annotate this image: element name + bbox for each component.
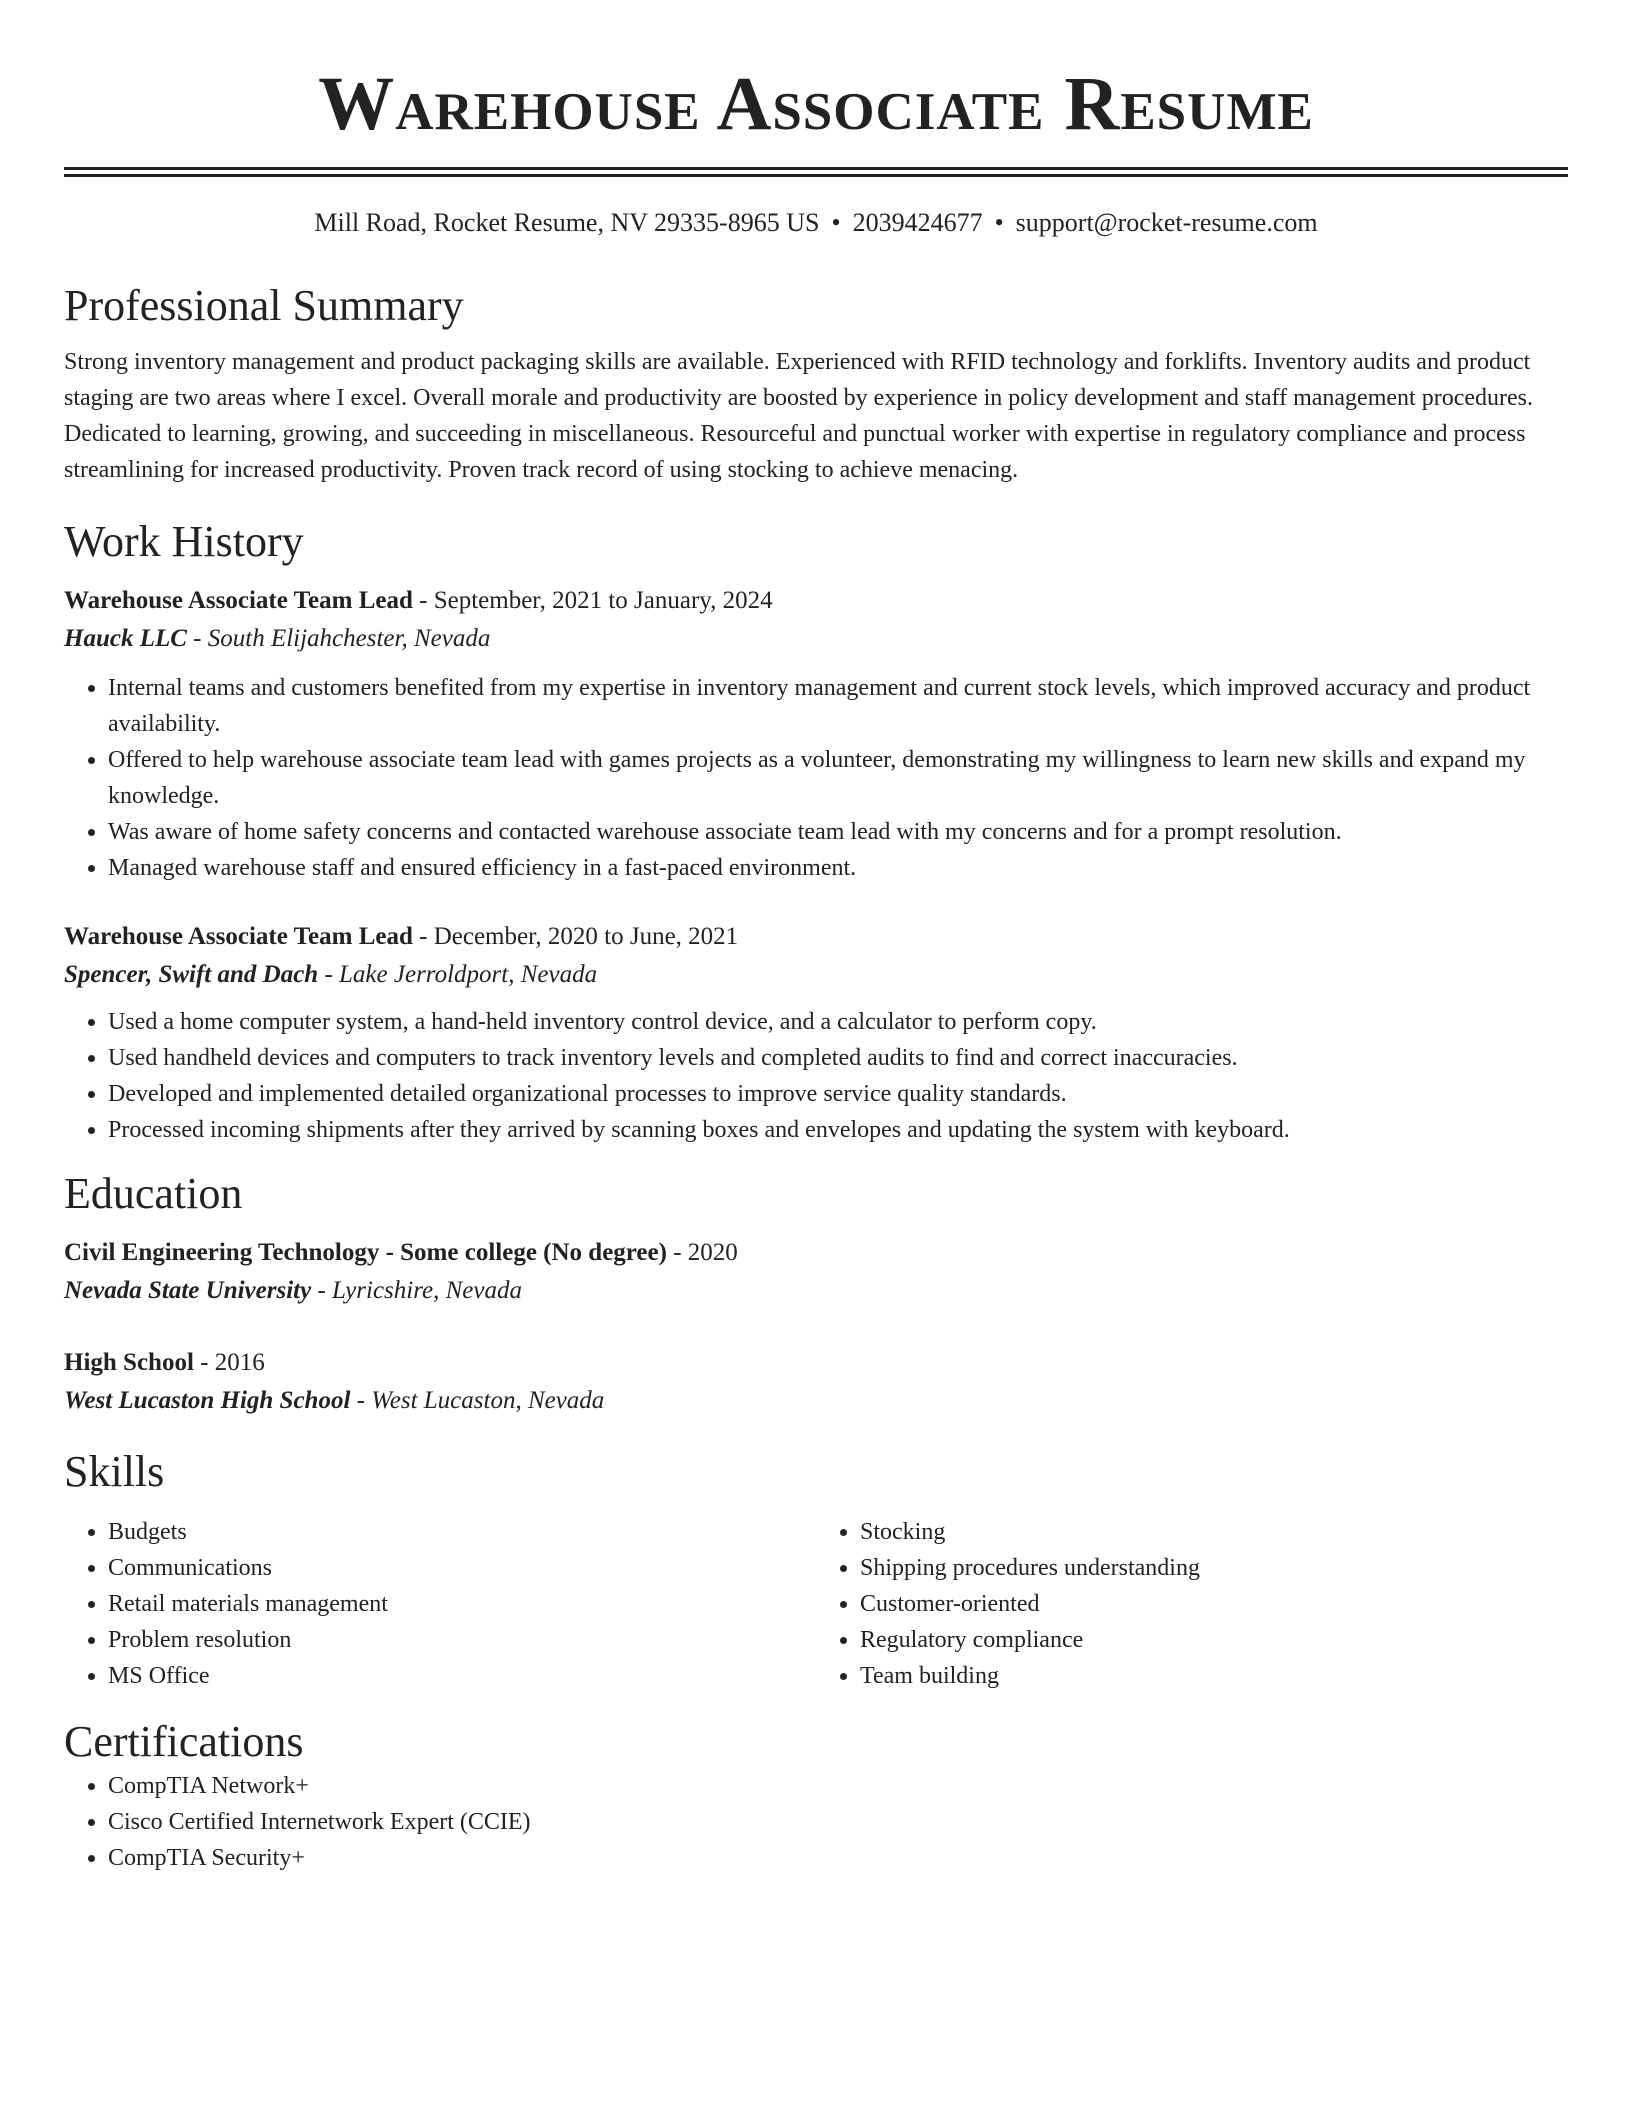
skills-heading: Skills <box>64 1447 165 1496</box>
job-location: - Lake Jerroldport, Nevada <box>318 961 598 988</box>
certifications-list <box>64 1768 1568 1876</box>
skills-list-right <box>816 1514 1568 1694</box>
contact-separator: • <box>994 208 1004 237</box>
job-company-line <box>64 620 1568 658</box>
job-bullet: • Managed warehouse staff and ensured efficiency in a fast-paced environment. <box>108 850 1568 886</box>
education-degree: Civil Engineering Technology - Some college (No degree) <box>64 1239 667 1266</box>
certification-item: • CompTIA Security+ <box>108 1840 1568 1876</box>
skill-item: • MS Office <box>108 1658 816 1694</box>
job-entry <box>64 582 1568 886</box>
skill-item: • Stocking <box>860 1514 1568 1550</box>
skill-item: • Communications <box>108 1550 816 1586</box>
title-double-rule <box>64 167 1568 177</box>
skills-list-left <box>64 1514 816 1694</box>
skill-item: • Regulatory compliance <box>860 1622 1568 1658</box>
certification-item: • CompTIA Network+ <box>108 1768 1568 1804</box>
education-year: - 2016 <box>193 1349 265 1376</box>
job-bullet-list <box>64 670 1568 886</box>
job-bullet: • Developed and implemented detailed organizational processes to improve service quality standards. <box>108 1076 1568 1112</box>
skill-item: • Problem resolution <box>108 1622 816 1658</box>
education-location: - Lyricshire, Nevada <box>311 1277 522 1304</box>
certification-item: • Cisco Certified Internetwork Expert (CCIE) <box>108 1804 1568 1840</box>
skill-item: • Retail materials management <box>108 1586 816 1622</box>
education-school-line <box>64 1272 1568 1310</box>
education-school: West Lucaston High School <box>64 1387 351 1414</box>
job-bullet: • Offered to help warehouse associate team lead with games projects as a volunteer, demonstrating my willingness to learn new skills and expand my knowledge. <box>108 742 1568 814</box>
job-dates: - December, 2020 to June, 2021 <box>412 923 739 950</box>
education-entry <box>64 1234 1568 1310</box>
job-title-line <box>64 918 1568 956</box>
contact-email: support@rocket-resume.com <box>1015 208 1318 237</box>
job-role: Warehouse Associate Team Lead <box>64 923 413 950</box>
education-heading: Education <box>64 1169 243 1218</box>
education-degree-line <box>64 1344 1568 1382</box>
summary-text: Strong inventory management and product packaging skills are available. Experienced with RFID technology and forklifts. Inventory audits and product staging are two areas where I excel. Overall morale and productivity are boosted by experience in policy development and staff management procedures. Dedicated to learning, growing, and succeeding in miscellaneous. Resourceful and punctual worker with expertise in regulatory compliance and process streamlining for increased productivity. Proven track record of using stocking to achieve menacing. <box>64 349 1533 483</box>
job-bullet: • Processed incoming shipments after they arrived by scanning boxes and envelopes and updating the system with keyboard. <box>108 1112 1568 1148</box>
contact-address: Mill Road, Rocket Resume, NV 29335-8965 US <box>314 208 820 237</box>
job-dates: - September, 2021 to January, 2024 <box>412 587 773 614</box>
job-bullet-list <box>64 1004 1568 1148</box>
summary-heading: Professional Summary <box>64 281 464 330</box>
job-bullet: • Internal teams and customers benefited from my expertise in inventory management and current stock levels, which improved accuracy and product availability. <box>108 670 1568 742</box>
education-entry <box>64 1344 1568 1420</box>
education-location: - West Lucaston, Nevada <box>350 1387 605 1414</box>
work-history-heading: Work History <box>64 517 304 566</box>
contact-separator: • <box>831 208 841 237</box>
skill-item: • Customer-oriented <box>860 1586 1568 1622</box>
resume-title: Warehouse Associate Resume <box>318 62 1314 146</box>
job-bullet: • Used a home computer system, a hand-held inventory control device, and a calculator to perform copy. <box>108 1004 1568 1040</box>
job-entry <box>64 918 1568 1148</box>
job-company-line <box>64 956 1568 994</box>
certifications-heading: Certifications <box>64 1717 304 1766</box>
education-degree-line <box>64 1234 1568 1272</box>
skill-item: • Shipping procedures understanding <box>860 1550 1568 1586</box>
skill-item: • Team building <box>860 1658 1568 1694</box>
contact-line <box>64 206 1568 240</box>
job-location: - South Elijahchester, Nevada <box>186 625 491 652</box>
job-bullet: • Was aware of home safety concerns and contacted warehouse associate team lead with my concerns and for a prompt resolution. <box>108 814 1568 850</box>
education-school: Nevada State University <box>64 1277 312 1304</box>
education-degree: High School <box>64 1349 194 1376</box>
skill-item: • Budgets <box>108 1514 816 1550</box>
job-title-line <box>64 582 1568 620</box>
contact-phone: 2039424677 <box>852 208 983 237</box>
job-company: Spencer, Swift and Dach <box>64 961 319 988</box>
education-school-line <box>64 1382 1568 1420</box>
job-company: Hauck LLC <box>64 625 187 652</box>
education-year: - 2020 <box>666 1239 738 1266</box>
job-role: Warehouse Associate Team Lead <box>64 587 413 614</box>
job-bullet: • Used handheld devices and computers to track inventory levels and completed audits to find and correct inaccuracies. <box>108 1040 1568 1076</box>
skills-grid <box>64 1514 1568 1694</box>
